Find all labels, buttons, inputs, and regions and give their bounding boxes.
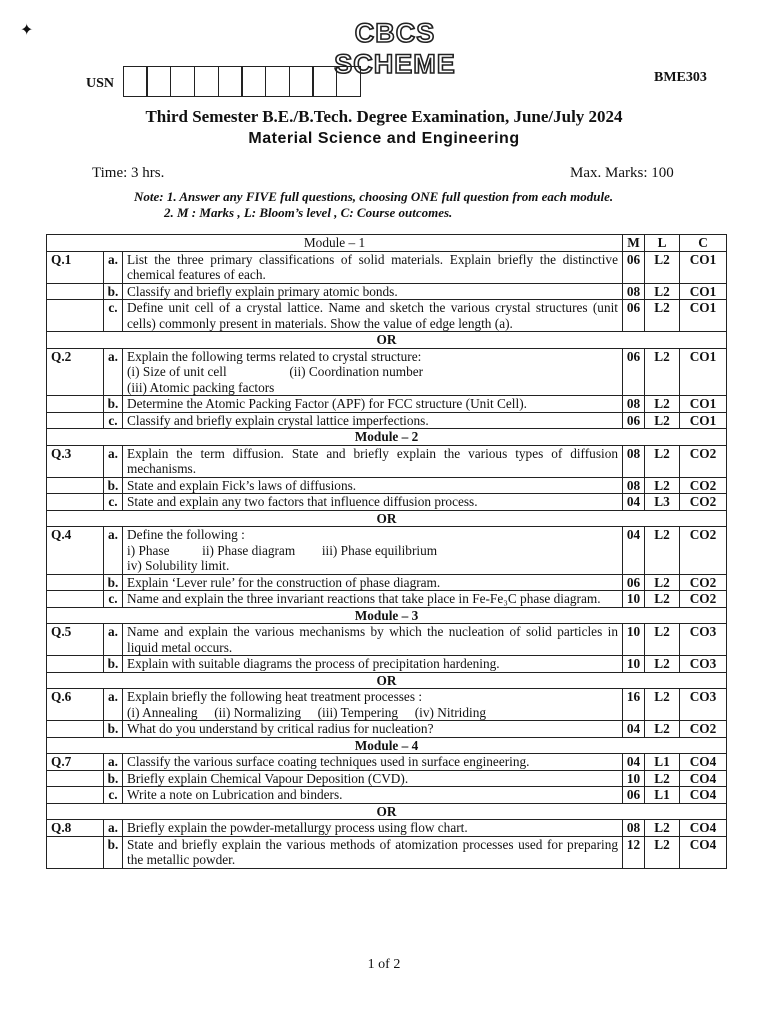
sub-items [127, 364, 618, 380]
table-row [47, 656, 727, 673]
question-number [47, 656, 104, 673]
sub-item: (iv) Nitriding [414, 704, 486, 720]
marks-cell: 10 [623, 770, 645, 787]
table-row [47, 283, 727, 300]
marks-cell: 16 [623, 689, 645, 721]
usn-box[interactable] [265, 66, 290, 97]
or-separator [47, 332, 727, 349]
max-marks: Max. Marks: 100 [570, 165, 674, 181]
table-row [47, 770, 727, 787]
question-number [47, 396, 104, 413]
module-separator [47, 607, 727, 624]
part-label: a. [104, 445, 123, 477]
part-label: a. [104, 348, 123, 396]
outcome-cell: CO2 [680, 574, 727, 591]
module-separator [47, 429, 727, 446]
outcome-cell: CO1 [680, 283, 727, 300]
table-row [47, 477, 727, 494]
table-row [47, 754, 727, 771]
sub-item: (ii) Coordination number [289, 364, 424, 379]
question-number: Q.3 [47, 445, 104, 477]
module-heading: Module – 1 [47, 235, 623, 252]
table-row [47, 820, 727, 837]
usn-box[interactable] [194, 66, 219, 97]
table-row [47, 836, 727, 868]
table-row [47, 721, 727, 738]
part-label: b. [104, 656, 123, 673]
table-row [47, 396, 727, 413]
part-label: a. [104, 251, 123, 283]
col-header-outcome: C [680, 235, 727, 252]
level-cell: L2 [645, 820, 680, 837]
usn-boxes[interactable] [124, 66, 361, 97]
outcome-cell: CO4 [680, 754, 727, 771]
question-number [47, 787, 104, 804]
question-number [47, 574, 104, 591]
usn-box[interactable] [170, 66, 195, 97]
sub-item: (i) Size of unit cell [127, 364, 227, 379]
marks-cell: 10 [623, 591, 645, 608]
question-text: Briefly explain Chemical Vapour Deposition (CVD). [123, 770, 623, 787]
marks-cell: 10 [623, 656, 645, 673]
sub-items [127, 543, 618, 559]
level-cell: L2 [645, 591, 680, 608]
marks-cell: 04 [623, 527, 645, 575]
question-number [47, 300, 104, 332]
or-separator [47, 803, 727, 820]
module-heading: Module – 4 [47, 737, 727, 754]
question-text: Classify the various surface coating techniques used in surface engineering. [123, 754, 623, 771]
sub-items [127, 705, 618, 721]
level-cell: L2 [645, 770, 680, 787]
part-label: b. [104, 770, 123, 787]
question-text-line: Explain the following terms related to crystal structure: [127, 348, 422, 364]
table-row [47, 574, 727, 591]
course-code: BME303 [654, 70, 707, 85]
outcome-cell: CO2 [680, 721, 727, 738]
level-cell: L2 [645, 348, 680, 396]
question-text [123, 527, 623, 575]
outcome-cell: CO1 [680, 251, 727, 283]
question-text [123, 689, 623, 721]
sub-item: (i) Annealing [127, 704, 198, 720]
level-cell: L2 [645, 689, 680, 721]
part-label: b. [104, 574, 123, 591]
col-header-marks: M [623, 235, 645, 252]
outcome-cell: CO4 [680, 787, 727, 804]
sub-item: i) Phase [127, 542, 170, 558]
part-label: c. [104, 494, 123, 511]
or-label: OR [47, 803, 727, 820]
part-label: b. [104, 396, 123, 413]
outcome-cell: CO1 [680, 412, 727, 429]
question-text: What do you understand by critical radius for nucleation? [123, 721, 623, 738]
question-text: State and briefly explain the various methods of atomization processes used for preparing the metallic powder. [123, 836, 623, 868]
sub-item: (ii) Normalizing [214, 704, 301, 720]
col-header-level: L [645, 235, 680, 252]
question-number [47, 721, 104, 738]
question-text: Name and explain the various mechanisms by which the nucleation of solid particles in liquid metal occurs. [123, 624, 623, 656]
level-cell: L2 [645, 300, 680, 332]
level-cell: L2 [645, 412, 680, 429]
level-cell: L2 [645, 721, 680, 738]
page-number: 1 of 2 [367, 957, 401, 972]
table-row [47, 300, 727, 332]
question-text: List the three primary classifications of solid materials. Explain briefly the distinctive chemical features of each. [123, 251, 623, 283]
part-label: b. [104, 477, 123, 494]
table-row [47, 787, 727, 804]
level-cell: L1 [645, 754, 680, 771]
question-number: Q.4 [47, 527, 104, 575]
module-separator [47, 737, 727, 754]
marks-cell: 04 [623, 721, 645, 738]
question-text: Explain the term diffusion. State and briefly explain the various types of diffusion mechanisms. [123, 445, 623, 477]
marks-cell: 08 [623, 820, 645, 837]
marks-cell: 08 [623, 477, 645, 494]
outcome-cell: CO2 [680, 591, 727, 608]
sub-item: ii) Phase diagram [202, 542, 296, 558]
marks-cell: 04 [623, 494, 645, 511]
outcome-cell: CO2 [680, 527, 727, 575]
part-label: c. [104, 591, 123, 608]
question-text: Write a note on Lubrication and binders. [123, 787, 623, 804]
table-row [47, 412, 727, 429]
marks-cell: 06 [623, 412, 645, 429]
question-text-line: Explain briefly the following heat treatment processes : [127, 689, 423, 704]
table-row [47, 251, 727, 283]
question-number: Q.5 [47, 624, 104, 656]
question-number [47, 477, 104, 494]
question-text-line: Define the following : [127, 527, 245, 542]
outcome-cell: CO2 [680, 445, 727, 477]
level-cell: L2 [645, 283, 680, 300]
part-label: b. [104, 836, 123, 868]
level-cell: L2 [645, 445, 680, 477]
outcome-cell: CO4 [680, 836, 727, 868]
part-label: a. [104, 820, 123, 837]
time-duration: Time: 3 hrs. [92, 165, 165, 181]
outcome-cell: CO2 [680, 477, 727, 494]
module-heading: Module – 2 [47, 429, 727, 446]
question-text [123, 348, 623, 396]
marks-cell: 04 [623, 754, 645, 771]
question-number [47, 770, 104, 787]
part-label: a. [104, 527, 123, 575]
question-number [47, 836, 104, 868]
or-separator [47, 672, 727, 689]
question-number: Q.6 [47, 689, 104, 721]
outcome-cell: CO4 [680, 820, 727, 837]
sub-item: iii) Phase equilibrium [321, 542, 438, 558]
part-label: a. [104, 624, 123, 656]
usn-box[interactable] [336, 66, 361, 97]
sub-item: (iii) Tempering [317, 704, 399, 720]
marks-cell: 10 [623, 624, 645, 656]
marks-cell: 06 [623, 574, 645, 591]
question-number: Q.1 [47, 251, 104, 283]
part-label: b. [104, 721, 123, 738]
question-text: State and explain Fick’s laws of diffusions. [123, 477, 623, 494]
exam-title: Third Semester B.E./B.Tech. Degree Examination, June/July 2024 [145, 107, 623, 126]
level-cell: L2 [645, 656, 680, 673]
question-text: Classify and briefly explain crystal lattice imperfections. [123, 412, 623, 429]
usn-box[interactable] [218, 66, 243, 97]
question-table [46, 234, 727, 869]
marks-cell: 06 [623, 251, 645, 283]
part-label: a. [104, 689, 123, 721]
usn-box[interactable] [123, 66, 148, 97]
question-number [47, 591, 104, 608]
marks-cell: 08 [623, 396, 645, 413]
table-header-row [47, 235, 727, 252]
question-text: Explain with suitable diagrams the process of precipitation hardening. [123, 656, 623, 673]
or-label: OR [47, 672, 727, 689]
question-text: State and explain any two factors that influence diffusion process. [123, 494, 623, 511]
outcome-cell: CO3 [680, 656, 727, 673]
table-row [47, 348, 727, 396]
question-text: Name and explain the three invariant reactions that take place in Fe-Fe₃C phase diagram. [123, 591, 623, 608]
level-cell: L1 [645, 787, 680, 804]
sub-item: iv) Solubility limit. [127, 558, 230, 573]
marks-cell: 12 [623, 836, 645, 868]
part-label: c. [104, 787, 123, 804]
usn-label: USN [86, 76, 115, 91]
question-number [47, 494, 104, 511]
part-label: c. [104, 412, 123, 429]
margin-mark: ✦ [20, 22, 34, 39]
marks-cell: 06 [623, 787, 645, 804]
usn-box[interactable] [289, 66, 314, 97]
table-row [47, 494, 727, 511]
question-text: Define unit cell of a crystal lattice. Name and sketch the various crystal structures (unit cells) commonly present in materials. Show the value of edge length (a). [123, 300, 623, 332]
question-number: Q.7 [47, 754, 104, 771]
question-number: Q.2 [47, 348, 104, 396]
question-text: Classify and briefly explain primary atomic bonds. [123, 283, 623, 300]
note-line-2: 2. M : Marks , L: Bloom’s level , C: Course outcomes. [164, 205, 453, 220]
outcome-cell: CO3 [680, 689, 727, 721]
subject-title: Material Science and Engineering [248, 130, 520, 147]
sub-item: (iii) Atomic packing factors [127, 379, 275, 395]
outcome-cell: CO1 [680, 396, 727, 413]
table-row [47, 624, 727, 656]
level-cell: L2 [645, 836, 680, 868]
level-cell: L2 [645, 396, 680, 413]
marks-cell: 08 [623, 445, 645, 477]
table-row [47, 591, 727, 608]
level-cell: L2 [645, 624, 680, 656]
usn-box[interactable] [241, 66, 266, 97]
or-separator [47, 510, 727, 527]
table-row [47, 689, 727, 721]
level-cell: L2 [645, 574, 680, 591]
scheme-banner: CBCS SCHEME [334, 18, 456, 79]
outcome-cell: CO4 [680, 770, 727, 787]
or-label: OR [47, 510, 727, 527]
level-cell: L2 [645, 527, 680, 575]
table-row [47, 527, 727, 575]
question-number [47, 283, 104, 300]
part-label: b. [104, 283, 123, 300]
level-cell: L3 [645, 494, 680, 511]
level-cell: L2 [645, 251, 680, 283]
part-label: a. [104, 754, 123, 771]
question-text: Briefly explain the powder-metallurgy process using flow chart. [123, 820, 623, 837]
usn-box[interactable] [312, 66, 337, 97]
question-number [47, 412, 104, 429]
outcome-cell: CO2 [680, 494, 727, 511]
usn-box[interactable] [146, 66, 171, 97]
or-label: OR [47, 332, 727, 349]
note-line-1: Note: 1. Answer any FIVE full questions, choosing ONE full question from each module. [134, 189, 614, 204]
part-label: c. [104, 300, 123, 332]
outcome-cell: CO1 [680, 300, 727, 332]
question-text: Determine the Atomic Packing Factor (APF) for FCC structure (Unit Cell). [123, 396, 623, 413]
level-cell: L2 [645, 477, 680, 494]
marks-cell: 06 [623, 348, 645, 396]
outcome-cell: CO1 [680, 348, 727, 396]
module-heading: Module – 3 [47, 607, 727, 624]
table-row [47, 445, 727, 477]
question-number: Q.8 [47, 820, 104, 837]
question-text: Explain ‘Lever rule’ for the construction of phase diagram. [123, 574, 623, 591]
marks-cell: 06 [623, 300, 645, 332]
outcome-cell: CO3 [680, 624, 727, 656]
marks-cell: 08 [623, 283, 645, 300]
